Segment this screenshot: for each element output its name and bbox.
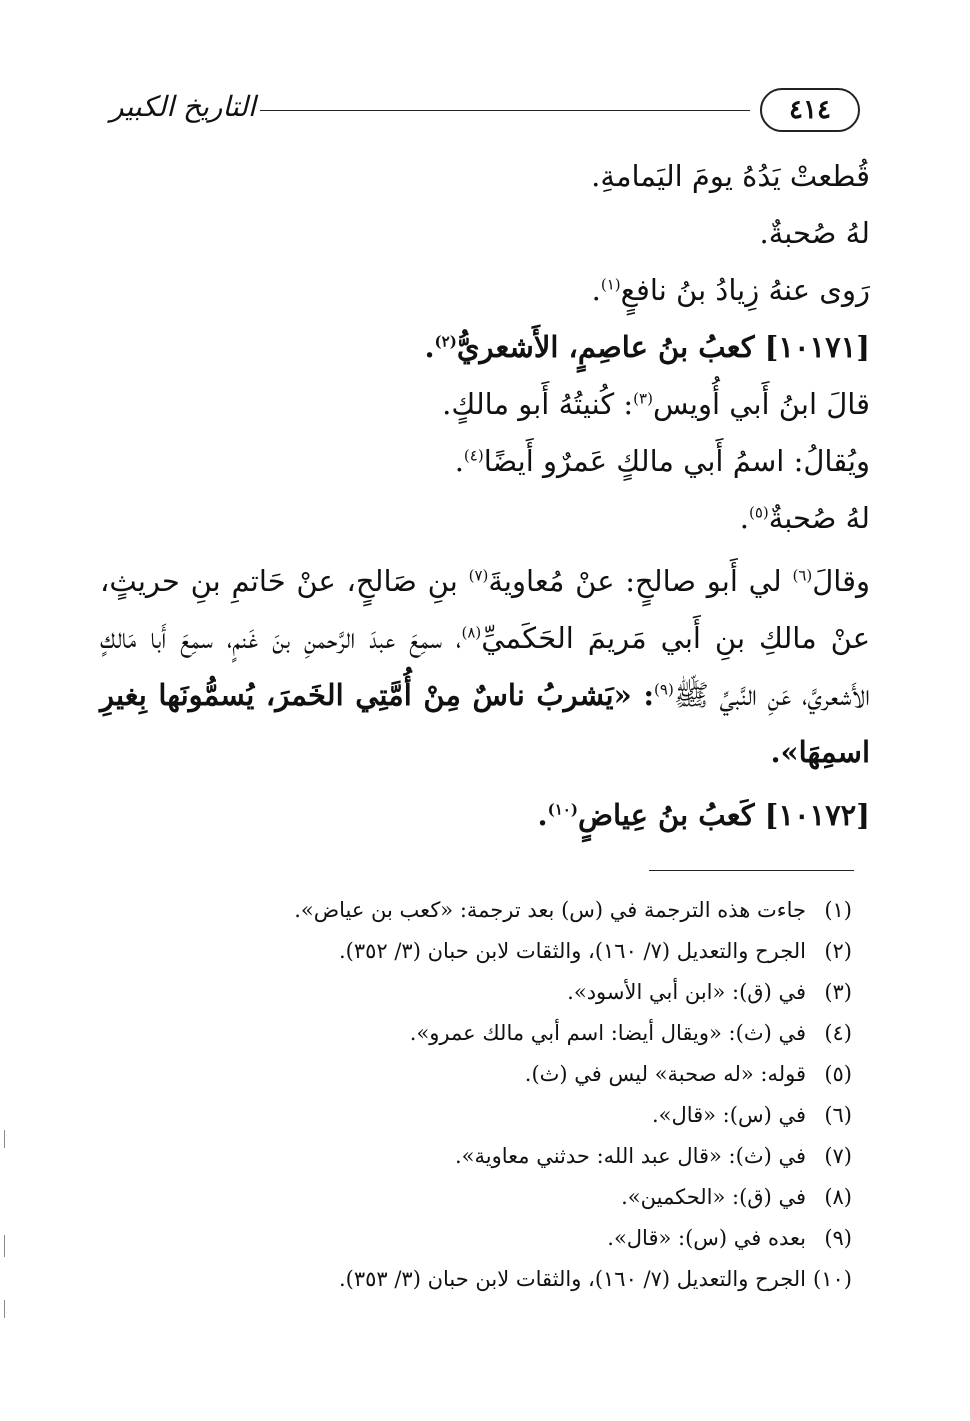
footnote: (٣)في (ق): «ابن أبي الأسود». [567, 980, 852, 1004]
page-number: ٤١٤ [760, 88, 860, 132]
footnote: (٧)في (ث): «قال عبد الله: حدثني معاوية». [454, 1144, 852, 1168]
footnote: (٩)بعده في (س): «قال». [607, 1226, 852, 1250]
text-line: قالَ ابنُ أَبي أُويس$^{(٣)}$: كُنيتُهُ أَبو مالكٍ. [442, 387, 870, 421]
main-text [100, 148, 870, 844]
scan-margin-mark [4, 1300, 5, 1318]
footnote: (٨)في (ق): «الحكمين». [621, 1185, 852, 1209]
footnote: (٥)قوله: «له صحبة» ليس في (ث). [524, 1062, 852, 1086]
text-line: رَوى عنهُ زِيادُ بنُ نافعٍ$^{(١)}$. [591, 273, 870, 307]
page-header [100, 88, 860, 128]
scan-margin-mark [4, 1130, 5, 1148]
footnote-ref: (١) [600, 275, 621, 294]
footnote: (١٠)الجرح والتعديل (٧/ ١٦٠)، والثقات لابن حبان (٣/ ٣٥٣). [338, 1267, 852, 1291]
header-rule [260, 110, 750, 111]
footnote: (٢)الجرح والتعديل (٧/ ١٦٠)، والثقات لابن حبان (٣/ ٣٥٢). [338, 939, 852, 963]
footnote-ref: (٧) [468, 566, 489, 585]
footnote-ref: (١٠) [547, 800, 578, 819]
footnote: (٤)في (ث): «ويقال أيضا: اسم أبي مالك عمرو». [409, 1021, 852, 1045]
footnote-ref: (٨) [461, 623, 482, 642]
footnote-ref: (٣) [633, 389, 653, 408]
scan-margin-mark [4, 1235, 5, 1257]
footnote-ref: (٦) [792, 566, 813, 585]
text-line: ويُقالُ: اسمُ أَبي مالكٍ عَمرٌو أَيضًا$^{(٤)}$. [454, 444, 870, 478]
footnote-ref: (٤) [463, 446, 484, 465]
footnotes [92, 890, 852, 1300]
hadith-paragraph: وقالَ$^{(٦)}$ لي أَبو صالحٍ: عنْ مُعاويةَ$^{(٧)}$ بنِ صَالحٍ، عنْ حَاتمِ بنِ حريثٍ، عنْ مالكِ بنِ أَبي مَريمَ الحَكَميِّ$^{(٨)}$، سمِعَ عبدَ الرَّحمنِ بنَ غَنمٍ، سمِعَ أَبا مَالكٍ الأَشعريَّ، عَنِ النَّبيِّ ﷺ$^{(٩)}$: «يَشربُ ناسٌ مِنْ أُمَّتِي الخَمرَ، يُسمُّونَها بِغيرِ اسمِهَا». [100, 564, 871, 769]
footnote-ref: (٥) [748, 503, 769, 522]
text-line: لهُ صُحبةٌ. [759, 216, 870, 250]
text-line: قُطعتْ يَدُهُ يومَ اليَمامةِ. [591, 159, 870, 193]
footnote: (١)جاءت هذه الترجمة في (س) بعد ترجمة: «كعب بن عياض». [294, 898, 852, 922]
entry-heading: [١٠١٧١] كعبُ بنُ عاصِمٍ، الأَشعريُّ$^{(٢)}$. [424, 330, 870, 364]
footnote-ref: (٢) [434, 332, 457, 351]
entry-heading: [١٠١٧٢] كَعبُ بنُ عِياضٍ$^{(١٠)}$. [537, 798, 870, 832]
footnote: (٦)في (س): «قال». [651, 1103, 852, 1127]
footnote-separator [649, 870, 854, 871]
footnote-ref: (٩) [654, 680, 674, 699]
text-line: لهُ صُحبةٌ$^{(٥)}$. [739, 501, 870, 535]
book-title: التاريخ الكبير [110, 90, 256, 123]
